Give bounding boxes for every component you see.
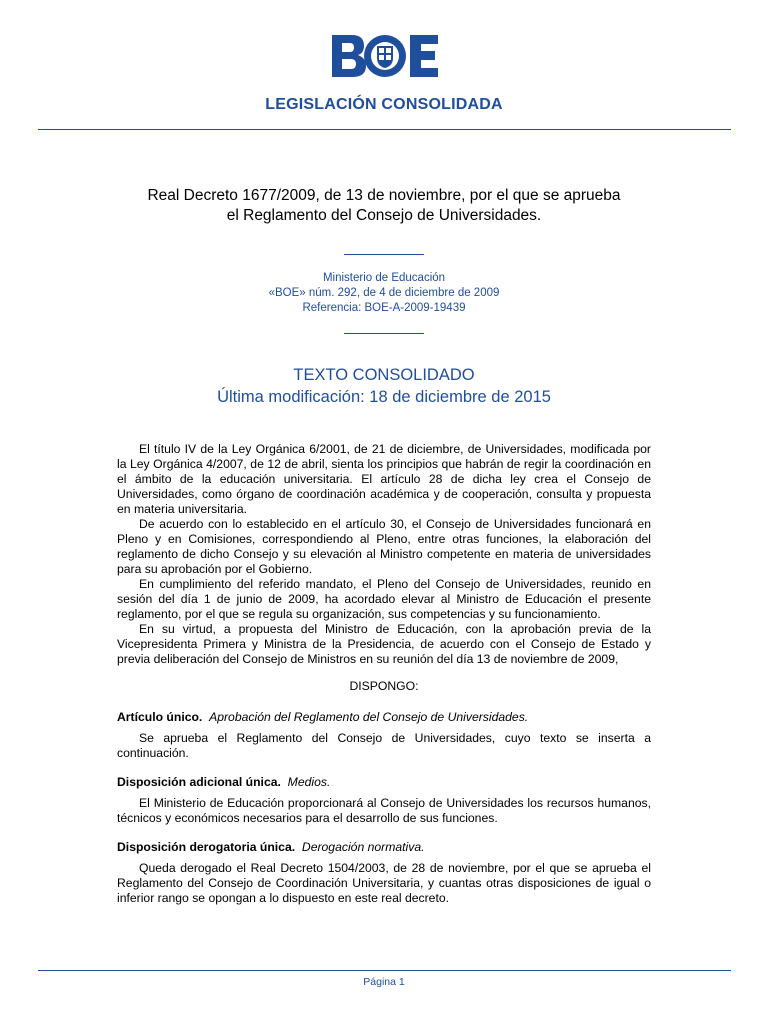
consolidated-label: TEXTO CONSOLIDADO xyxy=(293,366,475,384)
title-line-1: Real Decreto 1677/2009, de 13 de noviembre, por el que se aprueba xyxy=(147,187,621,204)
article-heading xyxy=(117,775,651,790)
footer-divider xyxy=(38,970,731,971)
divider xyxy=(344,333,424,334)
article-heading xyxy=(117,840,651,855)
ministry: Ministerio de Educación xyxy=(322,272,446,284)
article-text: Queda derogado el Real Decreto 1504/2003, de 28 de noviembre, por el que se aprueba el Reglamento del Consejo de Coordinación Universitaria, y cuantas otras disposiciones de igual o inferior rango se opongan a lo dispuesto en este real decreto. xyxy=(117,861,651,905)
article-text: El Ministerio de Educación proporcionará al Consejo de Universidades los recursos humanos, técnicos y económicos necesarios para el desarrollo de sus funciones. xyxy=(117,796,651,825)
article-heading xyxy=(117,710,651,725)
document-metadata xyxy=(0,271,768,316)
last-modified: Última modificación: 18 de diciembre de 2015 xyxy=(217,388,551,406)
boe-reference: «BOE» núm. 292, de 4 de diciembre de 2009 xyxy=(268,287,500,299)
article-subtitle: Derogación normativa. xyxy=(301,840,425,854)
article-text: Se aprueba el Reglamento del Consejo de Universidades, cuyo texto se inserta a continuación. xyxy=(117,731,651,760)
article-subtitle: Aprobación del Reglamento del Consejo de Universidades. xyxy=(209,710,529,724)
dispongo-heading: DISPONGO: xyxy=(349,679,419,693)
section-title: LEGISLACIÓN CONSOLIDADA xyxy=(265,96,503,113)
article-title: Artículo único. xyxy=(117,710,203,724)
preamble-paragraph: De acuerdo con lo establecido en el artículo 30, el Consejo de Universidades funcionará en Pleno y en Comisiones, correspondiendo al Pleno, entre otras funciones, la elaboración del reglamento de dicho Consejo y su elevación al Ministro competente en materia de universidades para su aprobación por el Gobierno. xyxy=(117,517,651,576)
article-subtitle: Medios. xyxy=(287,775,331,789)
header-divider xyxy=(38,129,731,130)
document-title xyxy=(100,186,668,226)
document-reference: Referencia: BOE-A-2009-19439 xyxy=(302,302,466,314)
article-title: Disposición adicional única. xyxy=(117,775,281,789)
preamble-paragraph: En cumplimiento del referido mandato, el Pleno del Consejo de Universidades, reunido en sesión del día 1 de junio de 2009, ha acordado elevar al Ministro de Educación el presente reglamento, por el que se regula su organización, sus competencias y su funcionamiento. xyxy=(117,577,651,621)
article-title: Disposición derogatoria única. xyxy=(117,840,296,854)
boe-logo xyxy=(330,32,440,80)
title-line-2: el Reglamento del Consejo de Universidades. xyxy=(226,207,542,224)
divider xyxy=(344,254,424,255)
document-body xyxy=(117,442,651,906)
preamble-paragraph: En su virtud, a propuesta del Ministro de Educación, con la aprobación previa de la Vicepresidenta Primera y Ministra de la Presidencia, de acuerdo con el Consejo de Estado y previa deliberación del Consejo de Ministros en su reunión del día 13 de noviembre de 2009, xyxy=(117,622,651,666)
preamble-paragraph: El título IV de la Ley Orgánica 6/2001, de 21 de diciembre, de Universidades, modificada por la Ley Orgánica 4/2007, de 12 de abril, sienta los principios que habrán de regir la coordinación en el ámbito de la educación universitaria. El artículo 28 de dicha ley crea el Consejo de Universidades, como órgano de coordinación académica y de cooperación, consulta y propuesta en materia universitaria. xyxy=(117,442,651,516)
consolidated-header xyxy=(0,364,768,408)
page-number: Página 1 xyxy=(363,976,405,988)
